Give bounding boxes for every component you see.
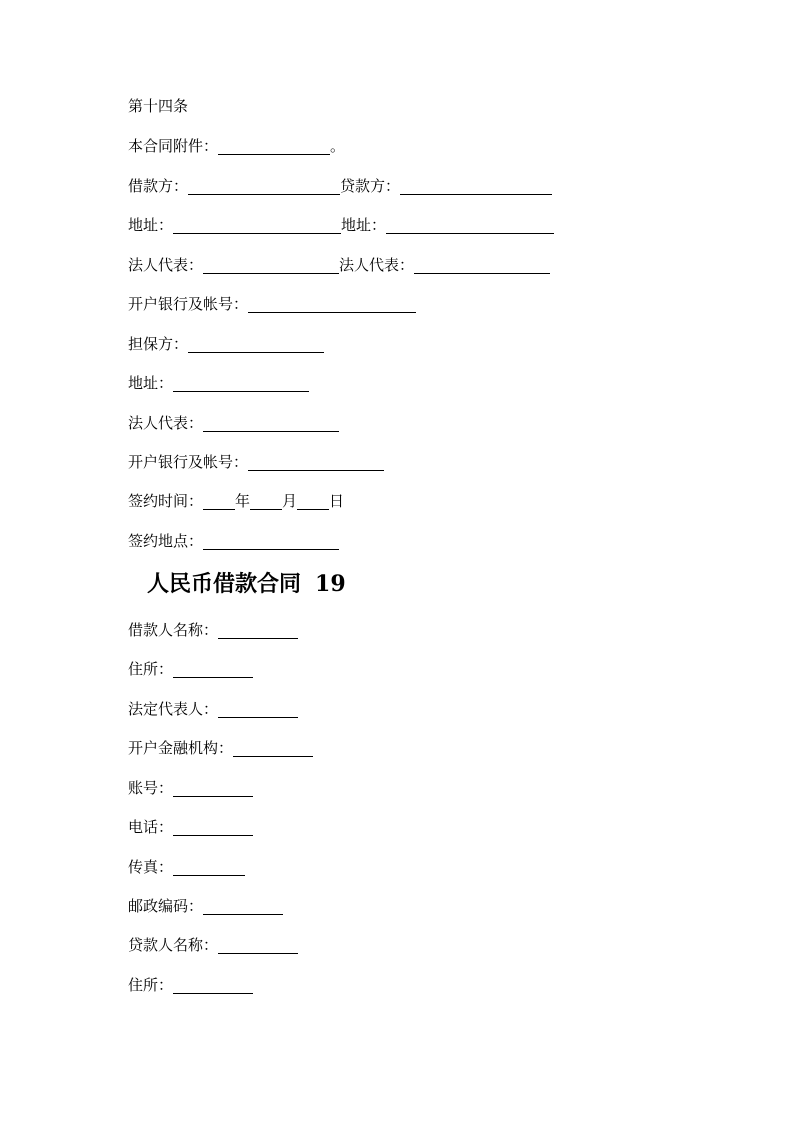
- borrower-account-line: [128, 776, 253, 800]
- guarantor-legal-rep-label: 法人代表：: [128, 414, 204, 432]
- borrower-residence-blank[interactable]: [173, 659, 253, 678]
- borrower-bank-label: 开户金融机构：: [128, 739, 234, 757]
- bank-account-line-1: [128, 292, 416, 316]
- lender-legal-rep-label: 法人代表：: [339, 256, 415, 274]
- bank-account-label-2: 开户银行及帐号：: [128, 453, 249, 471]
- signing-place-blank[interactable]: [203, 531, 339, 550]
- attachment-label: 本合同附件：: [128, 137, 219, 155]
- bank-account-line-2: [128, 450, 384, 474]
- borrower-party-label: 借款方：: [128, 177, 189, 195]
- contract-title: [147, 568, 346, 600]
- borrower-fax-line: [128, 855, 245, 879]
- borrower-postcode-line: [128, 894, 283, 918]
- borrower-phone-label: 电话：: [128, 818, 174, 836]
- lender-legal-rep-blank[interactable]: [414, 255, 550, 274]
- lender-residence-line: [128, 973, 253, 997]
- borrower-name-line: [128, 618, 298, 642]
- borrower-address-label: 地址：: [128, 216, 174, 234]
- borrower-legal-rep-field-label: 法定代表人：: [128, 700, 219, 718]
- borrower-residence-label: 住所：: [128, 660, 174, 678]
- borrower-postcode-label: 邮政编码：: [128, 897, 204, 915]
- lender-address-label: 地址：: [341, 216, 387, 234]
- signing-day-label: 日: [329, 492, 345, 510]
- borrower-name-label: 借款人名称：: [128, 621, 219, 639]
- signing-year-label: 年: [235, 492, 251, 510]
- guarantor-legal-rep-blank[interactable]: [203, 413, 339, 432]
- guarantor-address-label: 地址：: [128, 374, 174, 392]
- borrower-address-blank[interactable]: [173, 215, 341, 234]
- bank-account-label-1: 开户银行及帐号：: [128, 295, 249, 313]
- lender-name-label: 贷款人名称：: [128, 936, 219, 954]
- borrower-bank-line: [128, 736, 313, 760]
- lender-name-line: [128, 933, 298, 957]
- borrower-residence-line: [128, 657, 253, 681]
- lender-residence-blank[interactable]: [173, 975, 253, 994]
- lender-party-blank[interactable]: [400, 176, 552, 195]
- signing-place-label: 签约地点：: [128, 532, 204, 550]
- bank-account-blank-1[interactable]: [248, 294, 416, 313]
- contract-title-text: 人民币借款合同: [147, 571, 302, 597]
- borrower-bank-blank[interactable]: [233, 738, 313, 757]
- attachment-line: [128, 134, 345, 158]
- lender-name-blank[interactable]: [218, 935, 298, 954]
- guarantor-legal-rep-line: [128, 411, 339, 435]
- borrower-fax-blank[interactable]: [173, 857, 245, 876]
- borrower-fax-label: 传真：: [128, 858, 174, 876]
- signing-place-line: [128, 529, 339, 553]
- borrower-name-blank[interactable]: [218, 620, 298, 639]
- borrower-legal-rep-blank[interactable]: [203, 255, 339, 274]
- borrower-postcode-blank[interactable]: [203, 896, 283, 915]
- attachment-blank[interactable]: [218, 136, 330, 155]
- parties-line: [128, 174, 552, 198]
- lender-party-label: 贷款方：: [340, 177, 401, 195]
- article-heading-text: 第十四条: [128, 97, 189, 115]
- borrower-account-label: 账号：: [128, 779, 174, 797]
- lender-address-blank[interactable]: [386, 215, 554, 234]
- article-heading: [128, 94, 188, 118]
- contract-title-number: 19: [315, 571, 346, 597]
- signing-month-label: 月: [282, 492, 298, 510]
- borrower-phone-line: [128, 815, 253, 839]
- borrower-phone-blank[interactable]: [173, 817, 253, 836]
- guarantor-address-blank[interactable]: [173, 373, 309, 392]
- signing-day-blank[interactable]: [297, 491, 329, 510]
- guarantor-line: [128, 332, 324, 356]
- signing-month-blank[interactable]: [250, 491, 282, 510]
- attachment-end: 。: [330, 137, 346, 155]
- address-line: [128, 213, 554, 237]
- guarantor-blank[interactable]: [188, 334, 324, 353]
- guarantor-address-line: [128, 371, 309, 395]
- borrower-party-blank[interactable]: [188, 176, 340, 195]
- borrower-legal-rep-field-blank[interactable]: [218, 699, 298, 718]
- lender-residence-label: 住所：: [128, 976, 174, 994]
- borrower-account-blank[interactable]: [173, 778, 253, 797]
- signing-time-line: [128, 489, 344, 513]
- signing-time-label: 签约时间：: [128, 492, 204, 510]
- borrower-legal-rep-label: 法人代表：: [128, 256, 204, 274]
- bank-account-blank-2[interactable]: [248, 452, 384, 471]
- borrower-legal-rep-line: [128, 697, 298, 721]
- signing-year-blank[interactable]: [203, 491, 235, 510]
- legal-rep-line: [128, 253, 550, 277]
- guarantor-label: 担保方：: [128, 335, 189, 353]
